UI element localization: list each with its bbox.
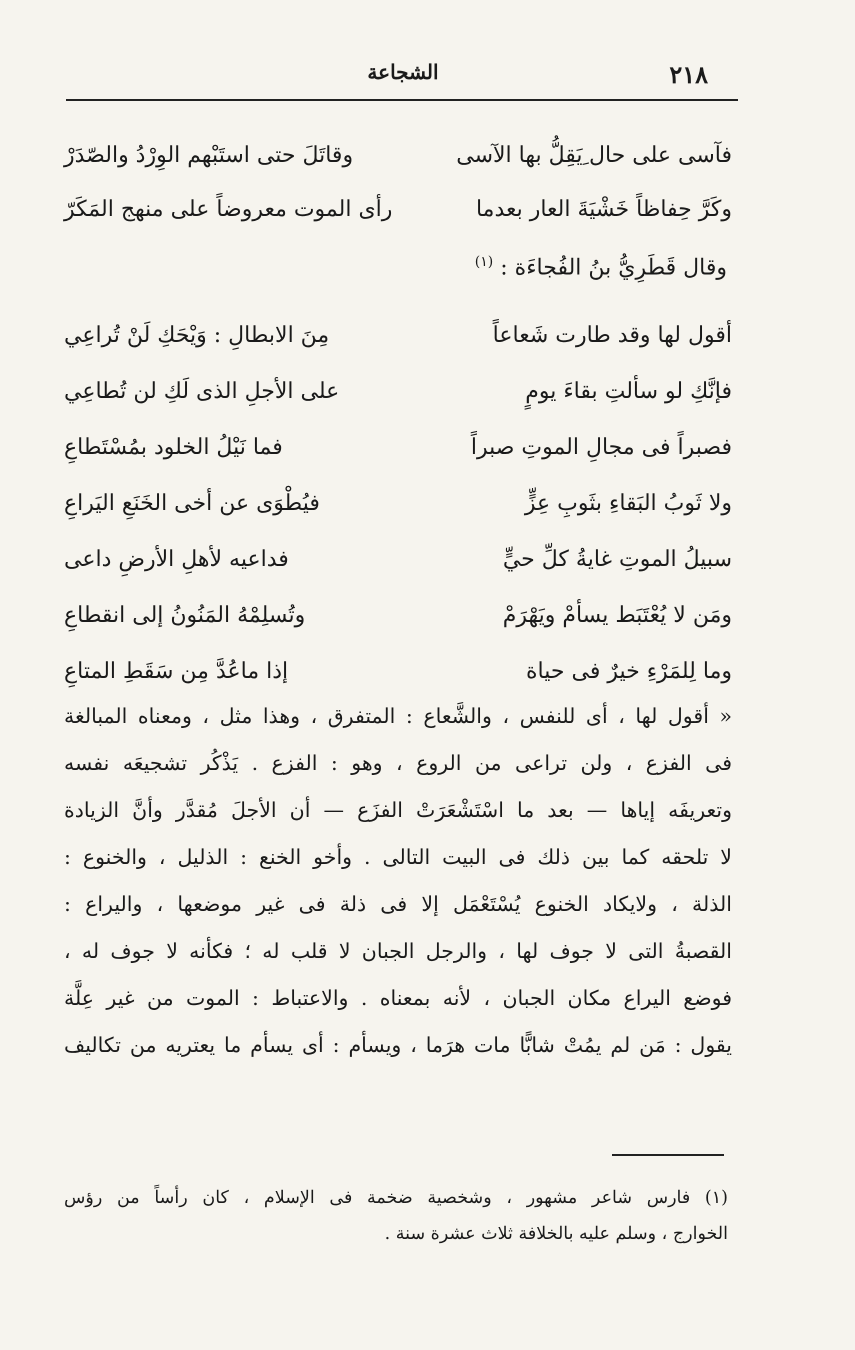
footnote-line: (١) فارس شاعر مشهور ، وشخصية ضخمة فى الإسلام ، كان رأساً من رؤس (64, 1188, 728, 1208)
commentary (64, 694, 732, 1070)
header-rule (66, 99, 738, 101)
hemistich-second: مِنَ الابطالِ : وَيْحَكِ لَنْ تُراعِي (64, 323, 330, 348)
commentary-line: فى الفزع ، ولن تراعى من الروع ، وهو : الفزع . يَذْكُر تشجيعَه نفسه (64, 751, 732, 775)
commentary-line: الذلة ، ولايكاد الخنوع يُسْتَعْمَل إلا فى ذلة فى غير موضعها ، واليراع : (64, 892, 732, 916)
commentary-line: لا تلحقه كما بين ذلك فى البيت التالى . وأخو الخنع : الذليل ، والخنوع : (64, 845, 732, 869)
verse-line (64, 484, 740, 540)
hemistich-first: فآسى على حال ِيَقِلُّ بها الآسى (456, 143, 732, 168)
verse-line (64, 540, 740, 596)
commentary-line: فوضع اليراع مكان الجبان ، لأنه بمعناه . والاعتباط : الموت من غير عِلَّة (64, 986, 732, 1010)
running-title: الشجاعة (367, 60, 439, 84)
poem-introduction (475, 242, 727, 288)
footnote-line: الخوارج ، وسلم عليه بالخلافة ثلاث عشرة سنة . (384, 1224, 728, 1244)
commentary-line: يقول : مَن لم يمُتْ شابًّا مات هرَما ، ويسأم : أى يسأم ما يعتريه من تكاليف (64, 1033, 732, 1057)
footnote (64, 1180, 728, 1252)
verses-main (64, 316, 740, 708)
page-number: ٢١٨ (669, 60, 708, 89)
hemistich-second: وتُسلِمْهُ المَنُونُ إلى انقطاعِ (64, 603, 306, 628)
footnote-marker: (١) (474, 254, 494, 270)
hemistich-second: فما نَيْلُ الخلود بمُسْتَطاعِ (64, 435, 283, 460)
commentary-line: وتعريفَه إياها — بعد ما اسْتَشْعَرَتْ الفزَع — أن الأجلَ مُقدَّر وأنَّ الزيادة (64, 798, 732, 822)
hemistich-first: ومَن لا يُعْتَبَط يسأمْ ويَهْرَمْ (502, 603, 732, 628)
hemistich-second: فيُطْوَى عن أخى الخَنَعِ اليَراعِ (64, 491, 320, 516)
hemistich-first: وكَرَّ حِفاظاً خَشْيَةَ العار بعدما (475, 197, 732, 222)
hemistich-second: رأى الموت معروضاً على منهج المَكَرّ (64, 197, 393, 222)
commentary-line: القصبةُ التى لا جوف لها ، والرجل الجبان لا قلب له ؛ فكأنه لا جوف له ، (64, 939, 732, 963)
verses-top (64, 136, 740, 244)
commentary-line: « أقول لها ، أى للنفس ، والشَّعاع : المتفرق ، وهذا مثل ، ومعناه المبالغة (64, 704, 732, 728)
page-header (68, 58, 738, 94)
hemistich-first: أقول لها وقد طارت شَعاعاً (492, 323, 732, 348)
verse-line (64, 428, 740, 484)
hemistich-first: ولا ثَوبُ البَقاءِ بثَوبِ عِزٍّ (524, 491, 732, 516)
verse-line (64, 316, 740, 372)
hemistich-first: فإنَّكِ لو سألتِ بقاءَ يومٍ (525, 379, 732, 404)
verse-line (64, 190, 740, 244)
verse-line (64, 372, 740, 428)
hemistich-first: وما لِلمَرْءِ خيرٌ فى حياة (526, 659, 732, 684)
hemistich-first: فصبراً فى مجالِ الموتِ صبراً (470, 435, 732, 460)
footnote-rule (612, 1154, 724, 1156)
hemistich-second: فداعيه لأهلِ الأرضِ داعى (64, 547, 289, 572)
verse-line (64, 596, 740, 652)
intro-text: وقال قَطَرِيُّ بنُ الفُجاءَة : (500, 255, 727, 281)
hemistich-second: إذا ماعُدَّ مِن سَقَطِ المتاعِ (64, 659, 289, 684)
verse-line (64, 136, 740, 190)
hemistich-second: على الأجلِ الذى لَكِ لن تُطاعِي (64, 379, 340, 404)
hemistich-first: سبيلُ الموتِ غايةُ كلِّ حيٍّ (502, 547, 732, 572)
hemistich-second: وقاتَلَ حتى استَبْهم الوِرْدُ والصّدَرْ (64, 143, 354, 168)
